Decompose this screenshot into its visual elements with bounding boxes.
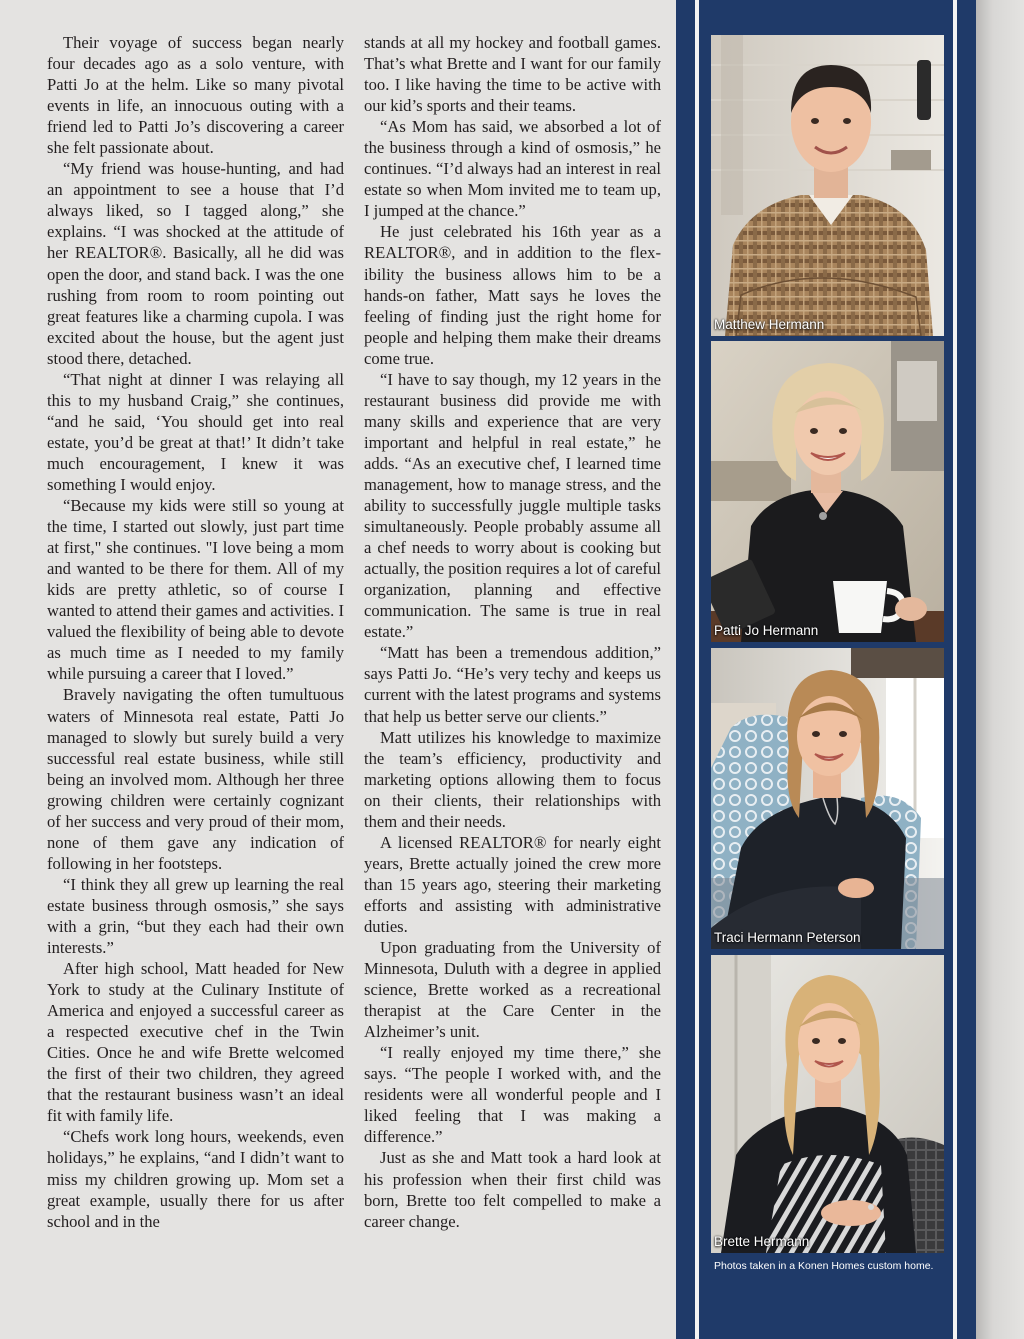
article-paragraph: “Matt has been a tremendous addition,” says Patti Jo. “He’s very techy and keeps us current with the latest programs and systems that help us better serve our clients.” bbox=[364, 643, 661, 726]
article-paragraph: “I think they all grew up learning the real estate business through osmosis,” she says with a grin, “but they each had their own interests.” bbox=[47, 874, 344, 958]
article-paragraph: “That night at dinner I was relaying all this to my husband Craig,” she continues, “and he said, ‘You should get into real estate, you’d be great at that!’ It didn’t take much encouragement, I knew it was something I would enjoy. bbox=[47, 369, 344, 494]
photo-caption: Patti Jo Hermann bbox=[714, 623, 819, 638]
portrait-photo-matthew bbox=[711, 35, 944, 336]
portrait-photo-patti-jo bbox=[711, 341, 944, 642]
photo-caption: Brette Hermann bbox=[714, 1234, 810, 1249]
article-paragraph: Upon graduating from the University of Minnesota, Duluth with a degree in applied science, Brette worked as a recreational therapist at the Care Center in the Alzheimer’s unit. bbox=[364, 938, 661, 1042]
portrait-woman-armchair-icon bbox=[711, 648, 944, 949]
photo-credit-note: Photos taken in a Konen Homes custom home. bbox=[714, 1260, 934, 1272]
portrait-woman-white-mug-icon bbox=[711, 341, 944, 642]
article-paragraph: “As Mom has said, we absorbed a lot of the business through a kind of osmosis,” he continues. “I’d always had an interest in real estate so when Mom invited me to team up, I jumped at the chance.” bbox=[364, 117, 661, 221]
page-edge-shadow bbox=[976, 0, 1024, 1339]
article-paragraph: Their voyage of success began nearly four decades ago as a solo venture, with Patti Jo at the helm. Like so many pivotal events in life, an innocuous outing with a friend led to Patti Jo’s discovering a career she felt passionate about. bbox=[47, 33, 344, 158]
article-paragraph: After high school, Matt headed for New York to study at the Culinary Institute of America and enjoyed a successful career as a respected executive chef in the Twin Cities. Once he and wife Brette welcomed the first of their two children, they agreed that the restaurant business wasn’t an ideal fit with family life. bbox=[47, 959, 344, 1126]
article-paragraph: “I have to say though, my 12 years in the restaurant business did provide me with many skills and experience that are very important and helpful in real estate,” he adds. “As an executive chef, I learned time management, how to manage stress, and the ability to successfully juggle multiple tasks simultaneously. People probably assume all a chef needs to worry about is cooking but actually, the position requires a lot of careful organization, planning and effective communication. The same is true in real estate.” bbox=[364, 369, 661, 642]
article-column-left bbox=[47, 32, 344, 1232]
article-paragraph: He just celebrated his 16th year as a REALTOR®, and in addition to the flexibility the business allows him to be a hands-on father, Matt says he loves the feeling of finding just the right home for people and helping them make their dreams come true. bbox=[364, 222, 661, 368]
article-paragraph: “My friend was house-hunting, and had an appointment to see a house that I’d always liked, so I tagged along,” she explains. “I was shocked at the attitude of her REALTOR®. Basically, all he did was open the door, and stand back. I was the one rushing from room to room pointing out great features like a charming cupola. I was excited about the house, but the agent just stood there, detached. bbox=[47, 159, 344, 368]
portrait-man-plaid-shirt-icon bbox=[711, 35, 944, 336]
article-paragraph: A licensed REALTOR® for nearly eight years, Brette actually joined the crew more than 15 years ago, steering their marketing efforts and assisting with administrative duties. bbox=[364, 832, 661, 936]
article-paragraph: “Chefs work long hours, weekends, even holidays,” he explains, “and I didn’t want to miss my children growing up. Mom set a great example, usually there for us after school and in the bbox=[47, 1127, 344, 1231]
article-paragraph: Matt utilizes his knowledge to maximize the team’s efficiency, productivity and marketing options allowing them to focus on their clients, their relationships with them and their needs. bbox=[364, 727, 661, 831]
article-paragraph: “Because my kids were still so young at the time, I started out slowly, just part time at first," she continues. "I love being a mom and wanted to be there for them. All of my kids are pretty athletic, so of course I wanted to attend their games and activities. I valued the flexibility of being able to devote as much time as I needed to my family while pursuing a career that I loved.” bbox=[47, 496, 344, 684]
sidebar-stripe-right bbox=[953, 0, 957, 1339]
article-paragraph: Bravely navigating the often tumultuous waters of Minnesota real estate, Patti Jo managed to slowly but surely build a very successful real estate business, while still being an involved mom. Although her three growing children were certainly cognizant of her success and very proud of their mom, none of them gave any indication of following in her footsteps. bbox=[47, 685, 344, 873]
article-column-right bbox=[364, 32, 661, 1232]
photo-caption: Matthew Hermann bbox=[714, 317, 825, 332]
photo-caption: Traci Hermann Peterson bbox=[714, 930, 861, 945]
article-paragraph: “I really enjoyed my time there,” she says. “The people I worked with, and the residents were all wonderful people and I liked feeling that I was making a difference.” bbox=[364, 1043, 661, 1147]
article-paragraph: Just as she and Matt took a hard look at his profession when their first child was born, Brette too felt compelled to make a career change. bbox=[364, 1148, 661, 1231]
sidebar-stripe-left bbox=[695, 0, 699, 1339]
portrait-woman-striped-top-icon bbox=[711, 955, 944, 1253]
portrait-photo-traci bbox=[711, 648, 944, 949]
portrait-photo-brette bbox=[711, 955, 944, 1253]
article-paragraph-continuation: stands at all my hockey and football games. That’s what Brette and I want for our family too. I like having the time to be active with our kid’s sports and their teams. bbox=[364, 33, 661, 116]
